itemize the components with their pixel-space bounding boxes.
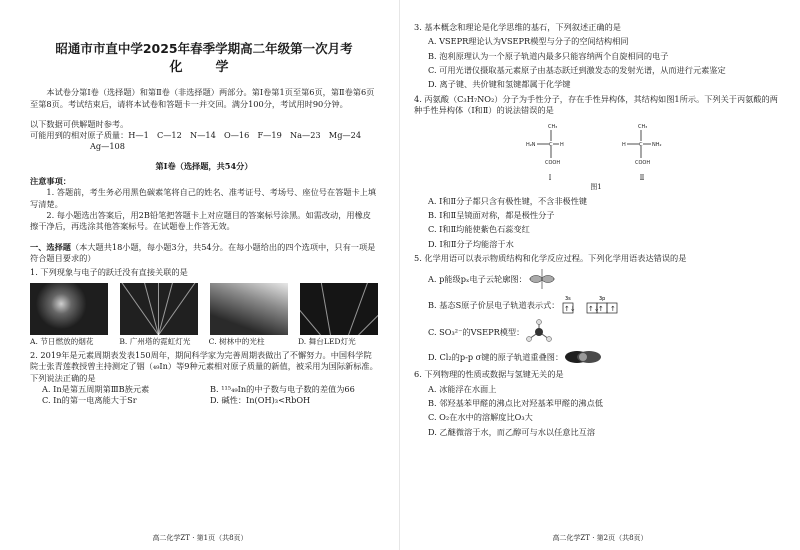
q1-option-a: A. 节日燃放的烟花 bbox=[30, 336, 94, 346]
svg-text:H: H bbox=[622, 142, 626, 149]
q2-options bbox=[30, 384, 378, 407]
svg-text:NH₂: NH₂ bbox=[652, 142, 662, 149]
svg-text:H₂N: H₂N bbox=[526, 142, 536, 149]
q5-option-a bbox=[414, 267, 778, 291]
isomer-label-1: Ⅰ bbox=[548, 173, 552, 182]
q3-option-d: D. 离子键、共价键和氢键都属于化学键 bbox=[428, 79, 571, 90]
part1-label: 一、选择题 bbox=[30, 241, 71, 252]
q1-options bbox=[30, 337, 378, 347]
q2-option-a: A. In是第五周期第ⅢB族元素 bbox=[42, 383, 150, 394]
q6-option-a: A. 冰能浮在水面上 bbox=[428, 383, 497, 394]
q1-option-c: C. 树林中的光柱 bbox=[208, 336, 265, 346]
alanine-structure-icon bbox=[524, 122, 576, 170]
fireworks-photo bbox=[30, 283, 108, 335]
alanine-mirror-structure-icon bbox=[616, 122, 668, 170]
svg-text:CH₃: CH₃ bbox=[548, 124, 558, 131]
alanine-isomer-1 bbox=[524, 122, 576, 183]
exam-intro: 本试卷分第Ⅰ卷（选择题）和第Ⅱ卷（非选择题）两部分。第Ⅰ卷第1页至第6页，第Ⅱ卷第6页至第8页。考试结束后，请将本试卷和答题卡一并交回。满分100分，考试用时90分钟。 bbox=[30, 87, 375, 109]
data-line: 以下数据可供解题时参考。 bbox=[30, 118, 129, 129]
q2-option-b: B. ¹¹⁵₄₉In的中子数与电子数的差值为66 bbox=[210, 383, 355, 394]
q5-option-d-text: D. Cl₂的p-p σ键的原子轨道重叠图： bbox=[428, 351, 564, 362]
question-1: 1. 下列现象与电子的跃迁没有直接关联的是 bbox=[30, 267, 188, 278]
svg-text:CH₃: CH₃ bbox=[638, 124, 648, 131]
svg-text:↑↓: ↑↓ bbox=[588, 305, 601, 314]
figure-caption: 图1 bbox=[590, 183, 602, 192]
q5-option-b-text: B. 基态S原子价层电子轨道表示式： bbox=[428, 299, 560, 310]
part1-desc: （本大题共18小题，每小题3分，共54分。在每小题给出的四个选项中，只有一项是符合题目要求的） bbox=[30, 241, 376, 263]
question-5: 5. 化学用语可以表示物质结构和化学反应过程。下列化学用语表达错误的是 bbox=[414, 253, 687, 264]
q3-option-a: A. VSEPR理论认为VSEPR模型与分子的空间结构相同 bbox=[428, 36, 629, 47]
stage-led-photo bbox=[300, 283, 378, 335]
svg-text:↑: ↑ bbox=[598, 305, 605, 314]
section-title: 第Ⅰ卷（选择题，共54分） bbox=[155, 160, 253, 171]
q1-option-b: B. 广州塔的霓虹灯光 bbox=[119, 336, 191, 346]
q4-option-b: B. Ⅰ和Ⅱ呈镜面对称，都是极性分子 bbox=[428, 210, 555, 221]
alanine-figure bbox=[414, 122, 778, 183]
svg-text:C: C bbox=[639, 142, 643, 149]
q2-option-d: D. 碱性：In(OH)₃<RbOH bbox=[210, 395, 311, 406]
right-page bbox=[400, 0, 800, 550]
note-1: 1. 答题前，考生务必用黑色碳素笔将自己的姓名、准考证号、考场号、座位号在答题卡上填写清楚。 bbox=[30, 187, 377, 209]
svg-text:↑: ↑ bbox=[610, 305, 617, 314]
exam-title: 昭通市市直中学2025年春季学期高二年级第一次月考 bbox=[55, 41, 353, 56]
alanine-isomer-2 bbox=[616, 122, 668, 183]
q5-option-b bbox=[414, 294, 778, 316]
question-3: 3. 基本概念和理论是化学思维的基石，下列叙述正确的是 bbox=[414, 22, 621, 32]
part1-heading bbox=[30, 242, 378, 265]
svg-text:COOH: COOH bbox=[635, 160, 651, 167]
q6-option-d: D. 乙醚微溶于水，而乙醇可与水以任意比互溶 bbox=[428, 426, 596, 437]
svg-text:COOH: COOH bbox=[545, 160, 561, 167]
q3-option-c: C. 可用光谱仪摄取基元素原子由基态跃迁到激发态的发射光谱，从而进行元素鉴定 bbox=[428, 64, 726, 75]
q2-option-c: C. In的第一电离能大于Sr bbox=[42, 395, 137, 406]
svg-text:↑↓: ↑↓ bbox=[564, 305, 577, 314]
isomer-label-2: Ⅱ bbox=[639, 173, 645, 182]
sigma-bond-overlap-icon bbox=[563, 348, 603, 366]
q6-option-b: B. 邻羟基苯甲醛的沸点比对羟基苯甲醛的沸点低 bbox=[428, 398, 603, 408]
orbital-label-3p: 3p bbox=[599, 296, 606, 303]
px-orbital-icon bbox=[527, 267, 557, 291]
question-6: 6. 下列物理的性质或数据与氢键无关的是 bbox=[414, 369, 564, 380]
q5-option-c-text: C. SO₃²⁻的VSEPR模型： bbox=[428, 326, 525, 337]
q4-option-d: D. Ⅰ和Ⅱ分子均能溶于水 bbox=[428, 238, 514, 249]
orbital-label-3s: 3s bbox=[565, 296, 572, 303]
question-2: 2. 2019年是元素周期表发表150周年，期间科学家为完善周期表做出了不懈努力。中国科学院院士张青莲教授曾主持测定了铟（₄₉In）等9种元素相对原子质量的新值，被采用为国际新标准。下列说法正确的是 bbox=[30, 350, 378, 383]
notes-title: 注意事项： bbox=[30, 176, 71, 187]
q4-option-c: C. Ⅰ和Ⅱ均能使紫色石蕊变红 bbox=[428, 224, 530, 235]
forest-light-photo bbox=[210, 283, 288, 335]
q3-option-b: B. 泡利原理认为一个原子轨道内最多只能容纳两个自旋相同的电子 bbox=[428, 50, 669, 61]
atomic-masses: 可能用到的相对原子质量：H—1 C—12 N—14 O—16 F—19 Na—23 Mg—24 bbox=[30, 130, 362, 141]
q1-photos bbox=[30, 283, 378, 335]
page-footer-2: 高二化学ZT · 第2页（共8页） bbox=[552, 534, 648, 543]
exam-subject: 化 学 bbox=[169, 60, 239, 76]
atomic-masses-2: Ag—108 bbox=[90, 141, 125, 152]
page-footer-1: 高二化学ZT · 第1页（共8页） bbox=[152, 534, 248, 543]
q5-option-c bbox=[414, 319, 778, 345]
svg-text:H: H bbox=[560, 142, 564, 149]
vsepr-model-icon bbox=[524, 319, 554, 345]
q5-option-a-text: A. p能级pₓ电子云轮廓图： bbox=[428, 273, 527, 284]
orbital-diagram-icon bbox=[559, 294, 629, 316]
canton-tower-photo bbox=[120, 283, 198, 335]
svg-text:C: C bbox=[549, 142, 553, 149]
q1-option-d: D. 舞台LED灯光 bbox=[297, 336, 356, 346]
q5-option-d bbox=[414, 348, 778, 366]
note-2: 2. 每小题选出答案后，用2B铅笔把答题卡上对应题目的答案标号涂黑。如需改动，用橡皮擦干净后，再选涂其他答案标号。在试题卷上作答无效。 bbox=[30, 210, 371, 232]
q4-option-a: A. Ⅰ和Ⅱ分子都只含有极性键，不含非极性键 bbox=[428, 195, 588, 206]
q6-option-c: C. O₂在水中的溶解度比O₃大 bbox=[428, 412, 533, 423]
question-4: 4. 丙氨酸（C₃H₇NO₂）分子为手性分子，存在手性异构体，其结构如图1所示。下列关于丙氨酸的两种手性异构体（Ⅰ和Ⅱ）的说法错误的是 bbox=[414, 93, 778, 115]
